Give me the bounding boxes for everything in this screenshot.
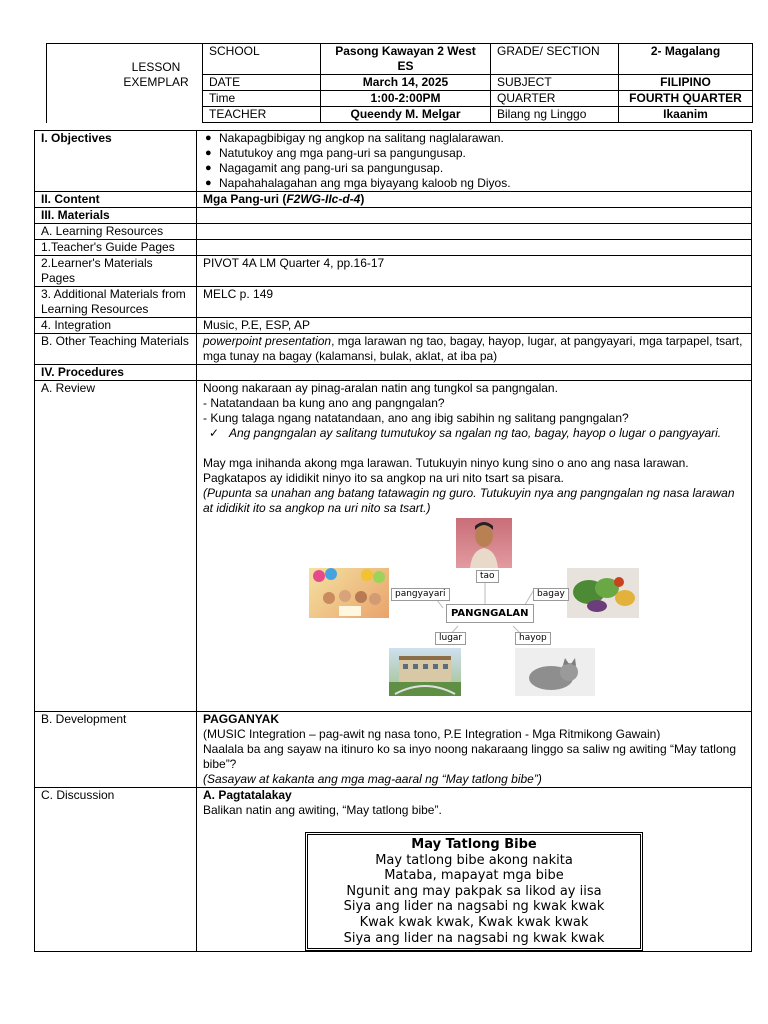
development-line: (MUSIC Integration – pag-awit ng nasa tono, P.E Integration - Mga Ritmikong Gawain): [203, 727, 661, 741]
materials-label: III. Materials: [35, 208, 197, 224]
quarter-value: FOURTH QUARTER: [619, 91, 753, 107]
other-materials-rest: , mga larawan ng tao, bagay, hayop, lugar, at pangyayari, mga tarpapel, tsart, mga tunay na bagay (kalamansi, bulak, aklat, at iba pa): [203, 334, 743, 363]
other-materials-italic: powerpoint presentation: [203, 334, 332, 348]
quarter-label: QUARTER: [491, 91, 619, 107]
development-cell: [197, 712, 752, 788]
review-answer-text: Ang pangngalan ay salitang tumutukoy sa ngalan ng tao, bagay, hayop o lugar o pangyayari.: [229, 426, 722, 440]
learning-resources-label: A. Learning Resources: [35, 224, 197, 240]
check-icon: ✓: [209, 426, 220, 440]
other-materials-cell: [197, 334, 752, 365]
building-icon: [389, 648, 461, 696]
integration-value: Music, P.E, ESP, AP: [197, 318, 752, 334]
content-label: II. Content: [35, 192, 197, 208]
song-title: May Tatlong Bibe: [411, 837, 537, 852]
review-line: - Kung talaga ngang natatandaan, ano ang ibig sabihin ng salitang pangngalan?: [203, 411, 629, 425]
objectives-list: [203, 131, 745, 191]
song-line: Kwak kwak kwak, Kwak kwak kwak: [359, 914, 589, 930]
week-label: Bilang ng Linggo: [491, 107, 619, 123]
person-icon: [456, 518, 512, 568]
empty-cell: [197, 224, 752, 240]
song-line: May tatlong bibe akong nakita: [375, 852, 573, 868]
hayop-label: hayop: [515, 632, 551, 645]
time-value: 1:00-2:00PM: [321, 91, 491, 107]
subject-label: SUBJECT: [491, 75, 619, 91]
development-instruction: (Sasayaw at kakanta ang mga mag-aaral ng “May tatlong bibe”): [203, 772, 542, 786]
tao-photo: [456, 518, 512, 568]
song-line: Mataba, mapayat mga bibe: [384, 868, 564, 884]
school-value: Pasong Kawayan 2 West ES: [321, 44, 491, 75]
additional-materials-label: 3. Additional Materials from Learning Resources: [35, 287, 197, 318]
review-answer: [203, 426, 745, 441]
lesson-table: [34, 130, 752, 952]
empty-cell: [197, 208, 752, 224]
other-materials-label: B. Other Teaching Materials: [35, 334, 197, 365]
content-code: F2WG-IIc-d-4: [286, 192, 361, 206]
content-cell: [197, 192, 752, 208]
lugar-photo: [389, 648, 461, 696]
review-line: - Natatandaan ba kung ano ang pangngalan?: [203, 396, 445, 410]
discussion-label: C. Discussion: [35, 788, 197, 952]
lesson-exemplar-label: LESSON EXEMPLAR: [123, 60, 189, 89]
song-box: [305, 832, 643, 951]
content-value-end: ): [360, 192, 365, 206]
school-label: SCHOOL: [203, 44, 321, 75]
content-row: [35, 192, 752, 208]
objective-item: ● Nagagamit ang pang-uri sa pangungusap.: [203, 161, 745, 176]
review-cell: [197, 381, 752, 712]
discussion-row: [35, 788, 752, 952]
additional-materials-value: MELC p. 149: [197, 287, 752, 318]
header-table: [46, 43, 753, 123]
objectives-label: I. Objectives: [35, 131, 197, 192]
vegetables-icon: [567, 568, 639, 618]
lesson-exemplar-cell: [47, 44, 203, 123]
discussion-line: Balikan natin ang awiting, “May tatlong bibe”.: [203, 803, 442, 817]
review-paragraph: May mga inihanda akong mga larawan. Tutukuyin ninyo kung sino o ano ang nasa larawan. Pagkatapos ay ididikit ninyo ito sa angkop na uri nito tsart sa pisara.: [203, 456, 689, 485]
party-icon: [309, 568, 389, 618]
review-instruction: (Pupunta sa unahan ang batang tatawagin ng guro. Tutukuyin nya ang pangngalan ng nasa larawan at ididikit ito sa angkop na uri nito sa tsart.): [203, 486, 735, 515]
subject-value: FILIPINO: [619, 75, 753, 91]
cat-icon: [515, 648, 595, 696]
learners-materials-value: PIVOT 4A LM Quarter 4, pp.16-17: [197, 256, 752, 287]
review-line: Noong nakaraan ay pinag-aralan natin ang tungkol sa pangngalan.: [203, 381, 558, 395]
pangyayari-label: pangyayari: [391, 588, 450, 601]
grade-label: GRADE/ SECTION: [491, 44, 619, 75]
hayop-photo: [515, 648, 595, 696]
pangngalan-center: PANGNGALAN: [446, 604, 534, 623]
pangyayari-photo: [309, 568, 389, 618]
empty-cell: [197, 240, 752, 256]
teacher-label: TEACHER: [203, 107, 321, 123]
objective-item: ● Nakapagbibigay ng angkop na salitang naglalarawan.: [203, 131, 745, 146]
bagay-label: bagay: [533, 588, 569, 601]
integration-label: 4. Integration: [35, 318, 197, 334]
tao-label: tao: [476, 570, 499, 583]
development-label: B. Development: [35, 712, 197, 788]
discussion-heading: A. Pagtatalakay: [203, 788, 292, 802]
grade-value: 2- Magalang: [619, 44, 753, 75]
review-label: A. Review: [35, 381, 197, 712]
bagay-photo: [567, 568, 639, 618]
teacher-value: Queendy M. Melgar: [321, 107, 491, 123]
learners-materials-label: 2.Learner's Materials Pages: [35, 256, 197, 287]
pangngalan-concept-map: [203, 518, 751, 698]
objective-item: ● Napahahalagahan ang mga biyayang kaloob ng Diyos.: [203, 176, 745, 191]
discussion-cell: [197, 788, 752, 952]
development-heading: PAGGANYAK: [203, 712, 280, 726]
week-value: Ikaanim: [619, 107, 753, 123]
development-line: Naalala ba ang sayaw na itinuro ko sa inyo noong nakaraang linggo sa saliw ng awiting “May tatlong bibe”?: [203, 742, 736, 771]
objectives-cell: [197, 131, 752, 192]
song-line: Siya ang lider na nagsabi ng kwak kwak: [343, 930, 605, 946]
time-label: Time: [203, 91, 321, 107]
objectives-row: [35, 131, 752, 192]
empty-cell: [197, 365, 752, 381]
content-value: Mga Pang-uri (: [203, 192, 287, 206]
date-label: DATE: [203, 75, 321, 91]
development-row: [35, 712, 752, 788]
procedures-label: IV. Procedures: [35, 365, 197, 381]
objective-item: ● Natutukoy ang mga pang-uri sa pangungusap.: [203, 146, 745, 161]
lugar-label: lugar: [435, 632, 466, 645]
teachers-guide-label: 1.Teacher's Guide Pages: [35, 240, 197, 256]
song-line: Siya ang lider na nagsabi ng kwak kwak: [343, 899, 605, 915]
song-line: Ngunit ang may pakpak sa likod ay iisa: [346, 883, 602, 899]
date-value: March 14, 2025: [321, 75, 491, 91]
review-row: [35, 381, 752, 712]
